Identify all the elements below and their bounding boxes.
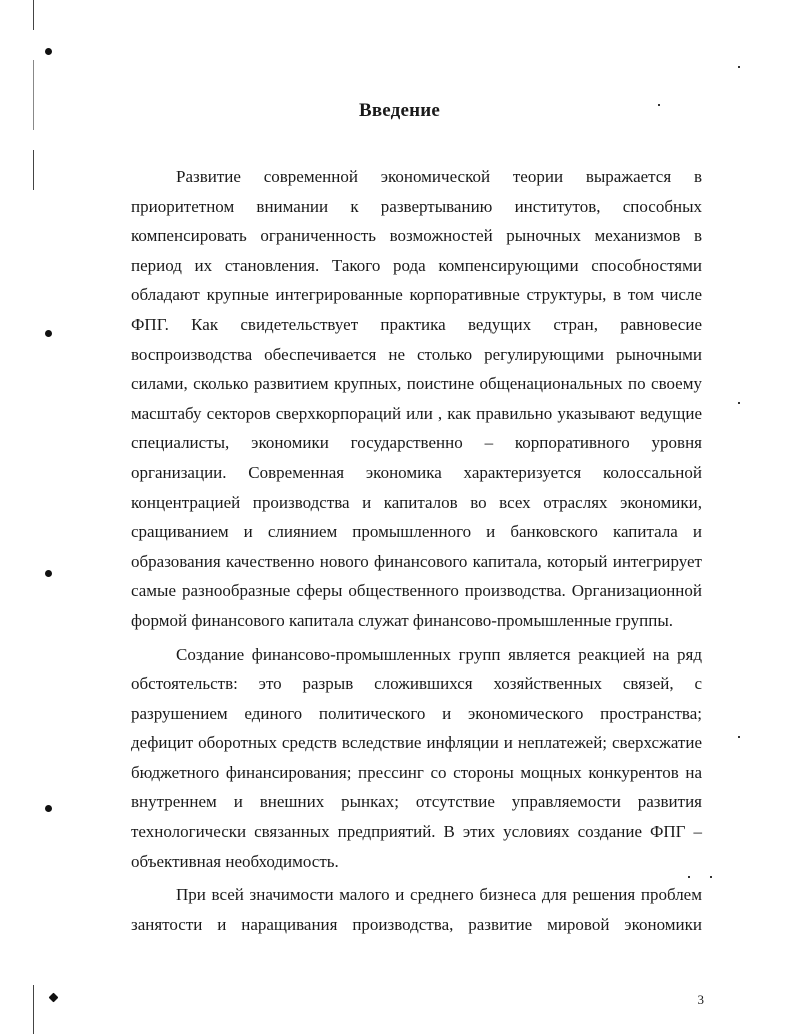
binding-hole-mark (45, 330, 52, 337)
paragraph: При всей значимости малого и среднего бизнеса для решения проблем занятости и наращивания производства, развитие мировой экономики (131, 885, 702, 934)
binding-hole-mark (45, 570, 52, 577)
binding-hole-mark (49, 993, 59, 1003)
scan-speck (738, 736, 740, 738)
binding-hole-mark (45, 48, 52, 55)
page-title: Введение (358, 100, 441, 121)
paragraph: Создание финансово-промышленных групп является реакцией на ряд обстоятельств: это разрыв сложившихся хозяйственных связей, с разрушением единого политического и экономического пространства; дефицит оборотных средств вследствие инфляции и неплатежей; сверхсжатие бюджетного финансирования; прессинг со стороны мощных конкурентов на внутреннем и внешних рынках; отсутствие управляемости развития технологически связанных предприятий. В этих условиях создание ФПГ – объективная необходимость. (131, 644, 702, 871)
scan-speck (710, 876, 712, 878)
page-number: 3 (697, 992, 704, 1007)
scan-margin-line (33, 0, 34, 30)
paragraph: Развитие современной экономической теории выражается в приоритетном внимании к развертыванию институтов, способных компенсировать ограниченность возможностей рыночных механизмов в период их становления. Такого рода компенсирующими способностями обладают крупные интегрированные корпоративные структуры, в том числе ФПГ. Как свидетельствует практика ведущих стран, равновесие воспроизводства обеспечивается не столько регулирующими рыночными силами, сколько развитием крупных, поистине общенациональных по своему масштабу секторов сверхкорпораций или , как правильно указывают ведущие специалисты, экономики государственно – корпоративного уровня организации. Современная экономика характеризуется колоссальной концентрацией производства и капиталов во всех отраслях экономики, сращиванием и слиянием промышленного и банковского капитала и образования качественно нового финансового капитала, который интегрирует самые разнообразные сферы общественного производства. Организационной формой финансового капитала служат финансово-промышленные группы. (131, 167, 702, 630)
scan-margin-line (33, 150, 34, 190)
scan-margin-line (33, 985, 34, 1034)
scan-speck (738, 402, 740, 404)
body-text (131, 162, 702, 943)
binding-hole-mark (45, 805, 52, 812)
scan-speck (738, 66, 740, 68)
